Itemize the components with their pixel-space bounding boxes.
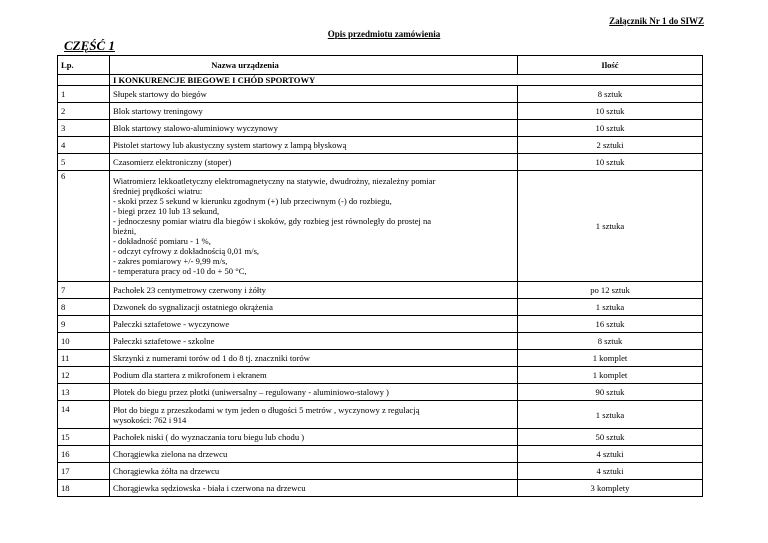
description-line: Wiatromierz lekkoatletyczny elektromagnetyczny na statywie, dwudrożny, niezależny pomiar bbox=[113, 176, 436, 186]
row-lp: 6 bbox=[58, 171, 110, 282]
description-line: Płot do biegu z przeszkodami w tym jeden o długości 5 metrów , wyczynowy z regulacją bbox=[113, 404, 420, 415]
row-name: Pistolet startowy lub akustyczny system startowy z lampą błyskową bbox=[110, 137, 518, 154]
table-row bbox=[58, 103, 703, 120]
row-lp: 12 bbox=[58, 367, 110, 384]
description-line: - jednoczesny pomiar wiatru dla biegów i skoków, gdy rozbieg jest równoległy do prostej na bbox=[113, 216, 432, 226]
header-lp: Lp. bbox=[58, 56, 110, 75]
row-name: Dzwonek do sygnalizacji ostatniego okrążenia bbox=[110, 299, 518, 316]
equipment-table bbox=[57, 55, 703, 497]
section-title: I KONKURENCJE BIEGOWE I CHÓD SPORTOWY bbox=[110, 75, 703, 86]
header-qty: Ilość bbox=[518, 56, 703, 75]
header-name: Nazwa urządzenia bbox=[110, 56, 518, 75]
row-name-multiline bbox=[110, 171, 518, 282]
row-qty: po 12 sztuk bbox=[518, 282, 703, 299]
row-qty: 4 sztuki bbox=[518, 463, 703, 480]
row-qty: 1 komplet bbox=[518, 350, 703, 367]
description-line: średniej prędkości wiatru: bbox=[113, 186, 203, 196]
table-row bbox=[58, 333, 703, 350]
row-name: Pachołek 23 centymetrowy czerwony i żółty bbox=[110, 282, 518, 299]
table-row bbox=[58, 350, 703, 367]
row-name: Pałeczki sztafetowe - wyczynowe bbox=[110, 316, 518, 333]
row-lp: 7 bbox=[58, 282, 110, 299]
description-line: - zakres pomiarowy +/- 9,99 m/s, bbox=[113, 256, 228, 266]
table-row bbox=[58, 282, 703, 299]
row-name: Chorągiewka sędziowska - biała i czerwona na drzewcu bbox=[110, 480, 518, 497]
row-qty: 1 sztuka bbox=[518, 171, 703, 282]
row-name: Słupek startowy do biegów bbox=[110, 86, 518, 103]
document-title: Opis przedmiotu zamówienia bbox=[327, 29, 441, 39]
row-qty: 10 sztuk bbox=[518, 120, 703, 137]
row-name-multiline bbox=[110, 401, 518, 429]
table-row bbox=[58, 446, 703, 463]
table-row bbox=[58, 137, 703, 154]
row-qty: 1 komplet bbox=[518, 367, 703, 384]
table-row bbox=[58, 401, 703, 429]
row-lp: 18 bbox=[58, 480, 110, 497]
row-qty: 4 sztuki bbox=[518, 446, 703, 463]
part-label: CZĘŚĆ 1 bbox=[64, 38, 115, 53]
row-name: Pałeczki sztafetowe - szkolne bbox=[110, 333, 518, 350]
row-qty: 8 sztuk bbox=[518, 86, 703, 103]
row-name: Skrzynki z numerami torów od 1 do 8 tj. znaczniki torów bbox=[110, 350, 518, 367]
table-row bbox=[58, 384, 703, 401]
row-name: Czasomierz elektroniczny (stoper) bbox=[110, 154, 518, 171]
description-line: - temperatura pracy od -10 do + 50 °C, bbox=[113, 266, 247, 276]
row-lp: 1 bbox=[58, 86, 110, 103]
row-lp: 14 bbox=[58, 401, 110, 429]
description-line: - skoki przez 5 sekund w kierunku zgodnym (+) lub przeciwnym (-) do rozbiegu, bbox=[113, 196, 392, 206]
description-line: bieżni, bbox=[113, 226, 137, 236]
description-line: - dokładność pomiaru - 1 %, bbox=[113, 236, 211, 246]
row-qty: 10 sztuk bbox=[518, 103, 703, 120]
row-lp: 15 bbox=[58, 429, 110, 446]
table-row bbox=[58, 299, 703, 316]
table-row bbox=[58, 480, 703, 497]
row-name: Chorągiewka żółta na drzewcu bbox=[110, 463, 518, 480]
table-row bbox=[58, 171, 703, 282]
row-name: Podium dla startera z mikrofonem i ekranem bbox=[110, 367, 518, 384]
row-qty: 1 sztuka bbox=[518, 401, 703, 429]
row-lp: 3 bbox=[58, 120, 110, 137]
table-row bbox=[58, 429, 703, 446]
section-empty-cell bbox=[58, 75, 110, 86]
row-lp: 17 bbox=[58, 463, 110, 480]
row-lp: 13 bbox=[58, 384, 110, 401]
row-qty: 10 sztuk bbox=[518, 154, 703, 171]
row-lp: 10 bbox=[58, 333, 110, 350]
table-row bbox=[58, 463, 703, 480]
row-name: Chorągiewka zielona na drzewcu bbox=[110, 446, 518, 463]
table-row bbox=[58, 86, 703, 103]
row-qty: 3 komplety bbox=[518, 480, 703, 497]
table-row bbox=[58, 154, 703, 171]
row-qty: 16 sztuk bbox=[518, 316, 703, 333]
table-header-row bbox=[58, 56, 703, 75]
row-lp: 9 bbox=[58, 316, 110, 333]
row-lp: 2 bbox=[58, 103, 110, 120]
description-line: wysokości: 762 i 914 bbox=[113, 414, 187, 425]
table-row bbox=[58, 367, 703, 384]
row-lp: 11 bbox=[58, 350, 110, 367]
table-row bbox=[58, 120, 703, 137]
row-name: Pachołek niski ( do wyznaczania toru biegu lub chodu ) bbox=[110, 429, 518, 446]
row-lp: 4 bbox=[58, 137, 110, 154]
table-row bbox=[58, 316, 703, 333]
row-qty: 1 sztuka bbox=[518, 299, 703, 316]
row-name: Płotek do biegu przez płotki (uniwersalny – regulowany - aluminiowo-stalowy ) bbox=[110, 384, 518, 401]
description-line: - odczyt cyfrowy z dokładnością 0,01 m/s, bbox=[113, 246, 260, 256]
row-lp: 5 bbox=[58, 154, 110, 171]
row-lp: 16 bbox=[58, 446, 110, 463]
row-name: Blok startowy treningowy bbox=[110, 103, 518, 120]
row-qty: 50 sztuk bbox=[518, 429, 703, 446]
annex-label: Załącznik Nr 1 do SIWZ bbox=[609, 16, 704, 26]
row-name: Blok startowy stalowo-aluminiowy wyczynowy bbox=[110, 120, 518, 137]
description-line: - biegi przez 10 lub 13 sekund, bbox=[113, 206, 220, 216]
row-qty: 2 sztuki bbox=[518, 137, 703, 154]
section-row bbox=[58, 75, 703, 86]
row-qty: 8 sztuk bbox=[518, 333, 703, 350]
row-qty: 90 sztuk bbox=[518, 384, 703, 401]
row-lp: 8 bbox=[58, 299, 110, 316]
